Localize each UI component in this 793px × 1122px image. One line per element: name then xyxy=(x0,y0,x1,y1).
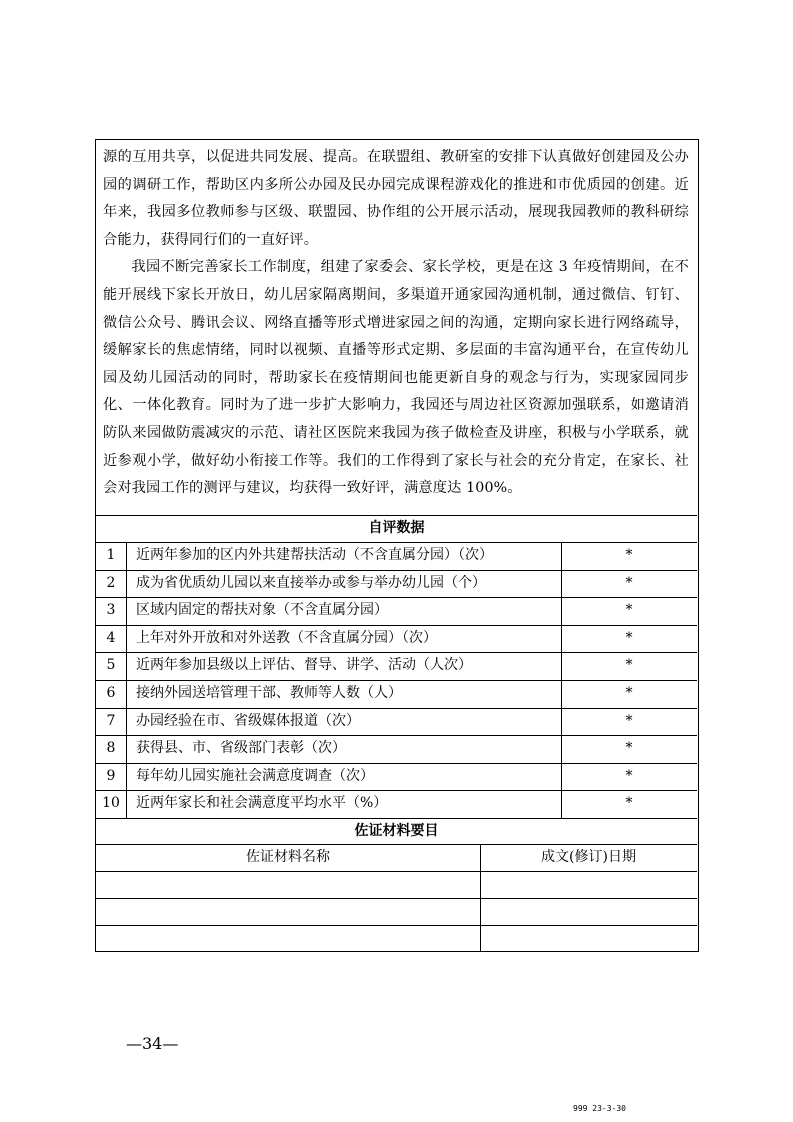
page-number: —34— xyxy=(126,1034,179,1053)
row-number: 7 xyxy=(106,712,116,729)
row-value: * xyxy=(625,767,633,784)
row-divider xyxy=(96,652,697,653)
row-item: 每年幼儿园实施社会满意度调查（次） xyxy=(136,767,374,784)
paragraph-1: 源的互用共享，以促进共同发展、提高。在联盟组、教研室的安排下认真做好创建园及公办园的调研工作，帮助区内多所公办园及民办园完成课程游戏化的推进和市优质园的创建。近年来，我园多位教师参与区级、联盟园、协作组的公开展示活动，展现我园教师的教科研综合能力，获得同行们的一直好评。 xyxy=(103,149,689,248)
divider xyxy=(96,925,697,926)
column-divider xyxy=(480,844,481,951)
row-number: 6 xyxy=(106,685,116,701)
column-divider xyxy=(561,542,562,818)
divider xyxy=(96,871,697,872)
row-value: * xyxy=(625,547,633,563)
divider xyxy=(96,898,697,899)
evidence-col-name: 佐证材料名称 xyxy=(246,849,330,865)
row-value: * xyxy=(625,574,633,591)
row-divider xyxy=(96,680,697,681)
row-divider xyxy=(96,790,697,791)
row-item: 获得县、市、省级部门表彰（次） xyxy=(136,740,346,757)
row-number: 1 xyxy=(106,547,116,563)
row-item: 近两年参加县级以上评估、督导、讲学、活动（人次） xyxy=(136,657,472,674)
row-number: 2 xyxy=(106,574,116,591)
self-eval-title: 自评数据 xyxy=(368,520,425,536)
row-item: 近两年家长和社会满意度平均水平（%） xyxy=(136,795,388,812)
row-item: 接纳外园送培管理干部、教师等人数（人） xyxy=(136,685,402,701)
paragraph-2: 我园不断完善家长工作制度，组建了家委会、家长学校，更是在这 3 年疫情期间，在不能开展线下家长开放日，幼儿居家隔离期间，多渠道开通家园沟通机制，通过微信、钉钉、微信公众号、腾讯会议、网络直播等形式增进家园之间的沟通，定期向家长进行网络疏导，缓解家长的焦虑情绪，同时以视频、直播等形式定期、多层面的丰富沟通平台，在宣传幼儿园及幼儿园活动的同时，帮助家长在疫情期间也能更新自身的观念与行为，实现家园同步化、一体化教育。同时为了进一步扩大影响力，我园还与周边社区资源加强联系，如邀请消防队来园做防震减灾的示范、请社区医院来我园为孩子做检查及讲座，积极与小学联系，就近参观小学，做好幼小衔接工作等。我们的工作得到了家长与社会的充分肯定，在家长、社会对我园工作的测评与建议，均获得一致好评，满意度达 100%。 xyxy=(103,259,689,497)
document-frame xyxy=(95,139,699,952)
row-number: 5 xyxy=(106,657,116,674)
row-divider xyxy=(96,708,697,709)
print-stamp: 999 23-3-30 xyxy=(573,1104,626,1113)
row-value: * xyxy=(625,712,633,729)
row-value: * xyxy=(625,795,633,812)
evidence-title: 佐证材料要目 xyxy=(354,823,439,839)
row-number: 8 xyxy=(106,740,116,757)
body-text xyxy=(96,140,697,515)
row-divider xyxy=(96,570,697,571)
column-divider xyxy=(126,542,127,818)
row-item: 区域内固定的帮扶对象（不含直属分园） xyxy=(136,602,388,619)
row-item: 办园经验在市、省级媒体报道（次） xyxy=(136,712,360,729)
row-item: 近两年参加的区内外共建帮扶活动（不含直属分园）（次） xyxy=(136,547,493,563)
row-value: * xyxy=(625,602,633,619)
row-value: * xyxy=(625,657,633,674)
evidence-col-date: 成文(修订)日期 xyxy=(541,849,636,865)
row-number: 4 xyxy=(106,629,116,646)
row-divider xyxy=(96,735,697,736)
row-number: 10 xyxy=(102,795,120,812)
row-value: * xyxy=(625,685,633,701)
row-divider xyxy=(96,625,697,626)
row-item: 上年对外开放和对外送教（不含直属分园）（次） xyxy=(136,629,437,646)
row-divider xyxy=(96,597,697,598)
row-item: 成为省优质幼儿园以来直接举办或参与举办幼儿园（个） xyxy=(136,574,486,591)
row-number: 9 xyxy=(106,767,116,784)
row-value: * xyxy=(625,740,633,757)
row-divider xyxy=(96,763,697,764)
row-value: * xyxy=(625,629,633,646)
row-number: 3 xyxy=(106,602,116,619)
